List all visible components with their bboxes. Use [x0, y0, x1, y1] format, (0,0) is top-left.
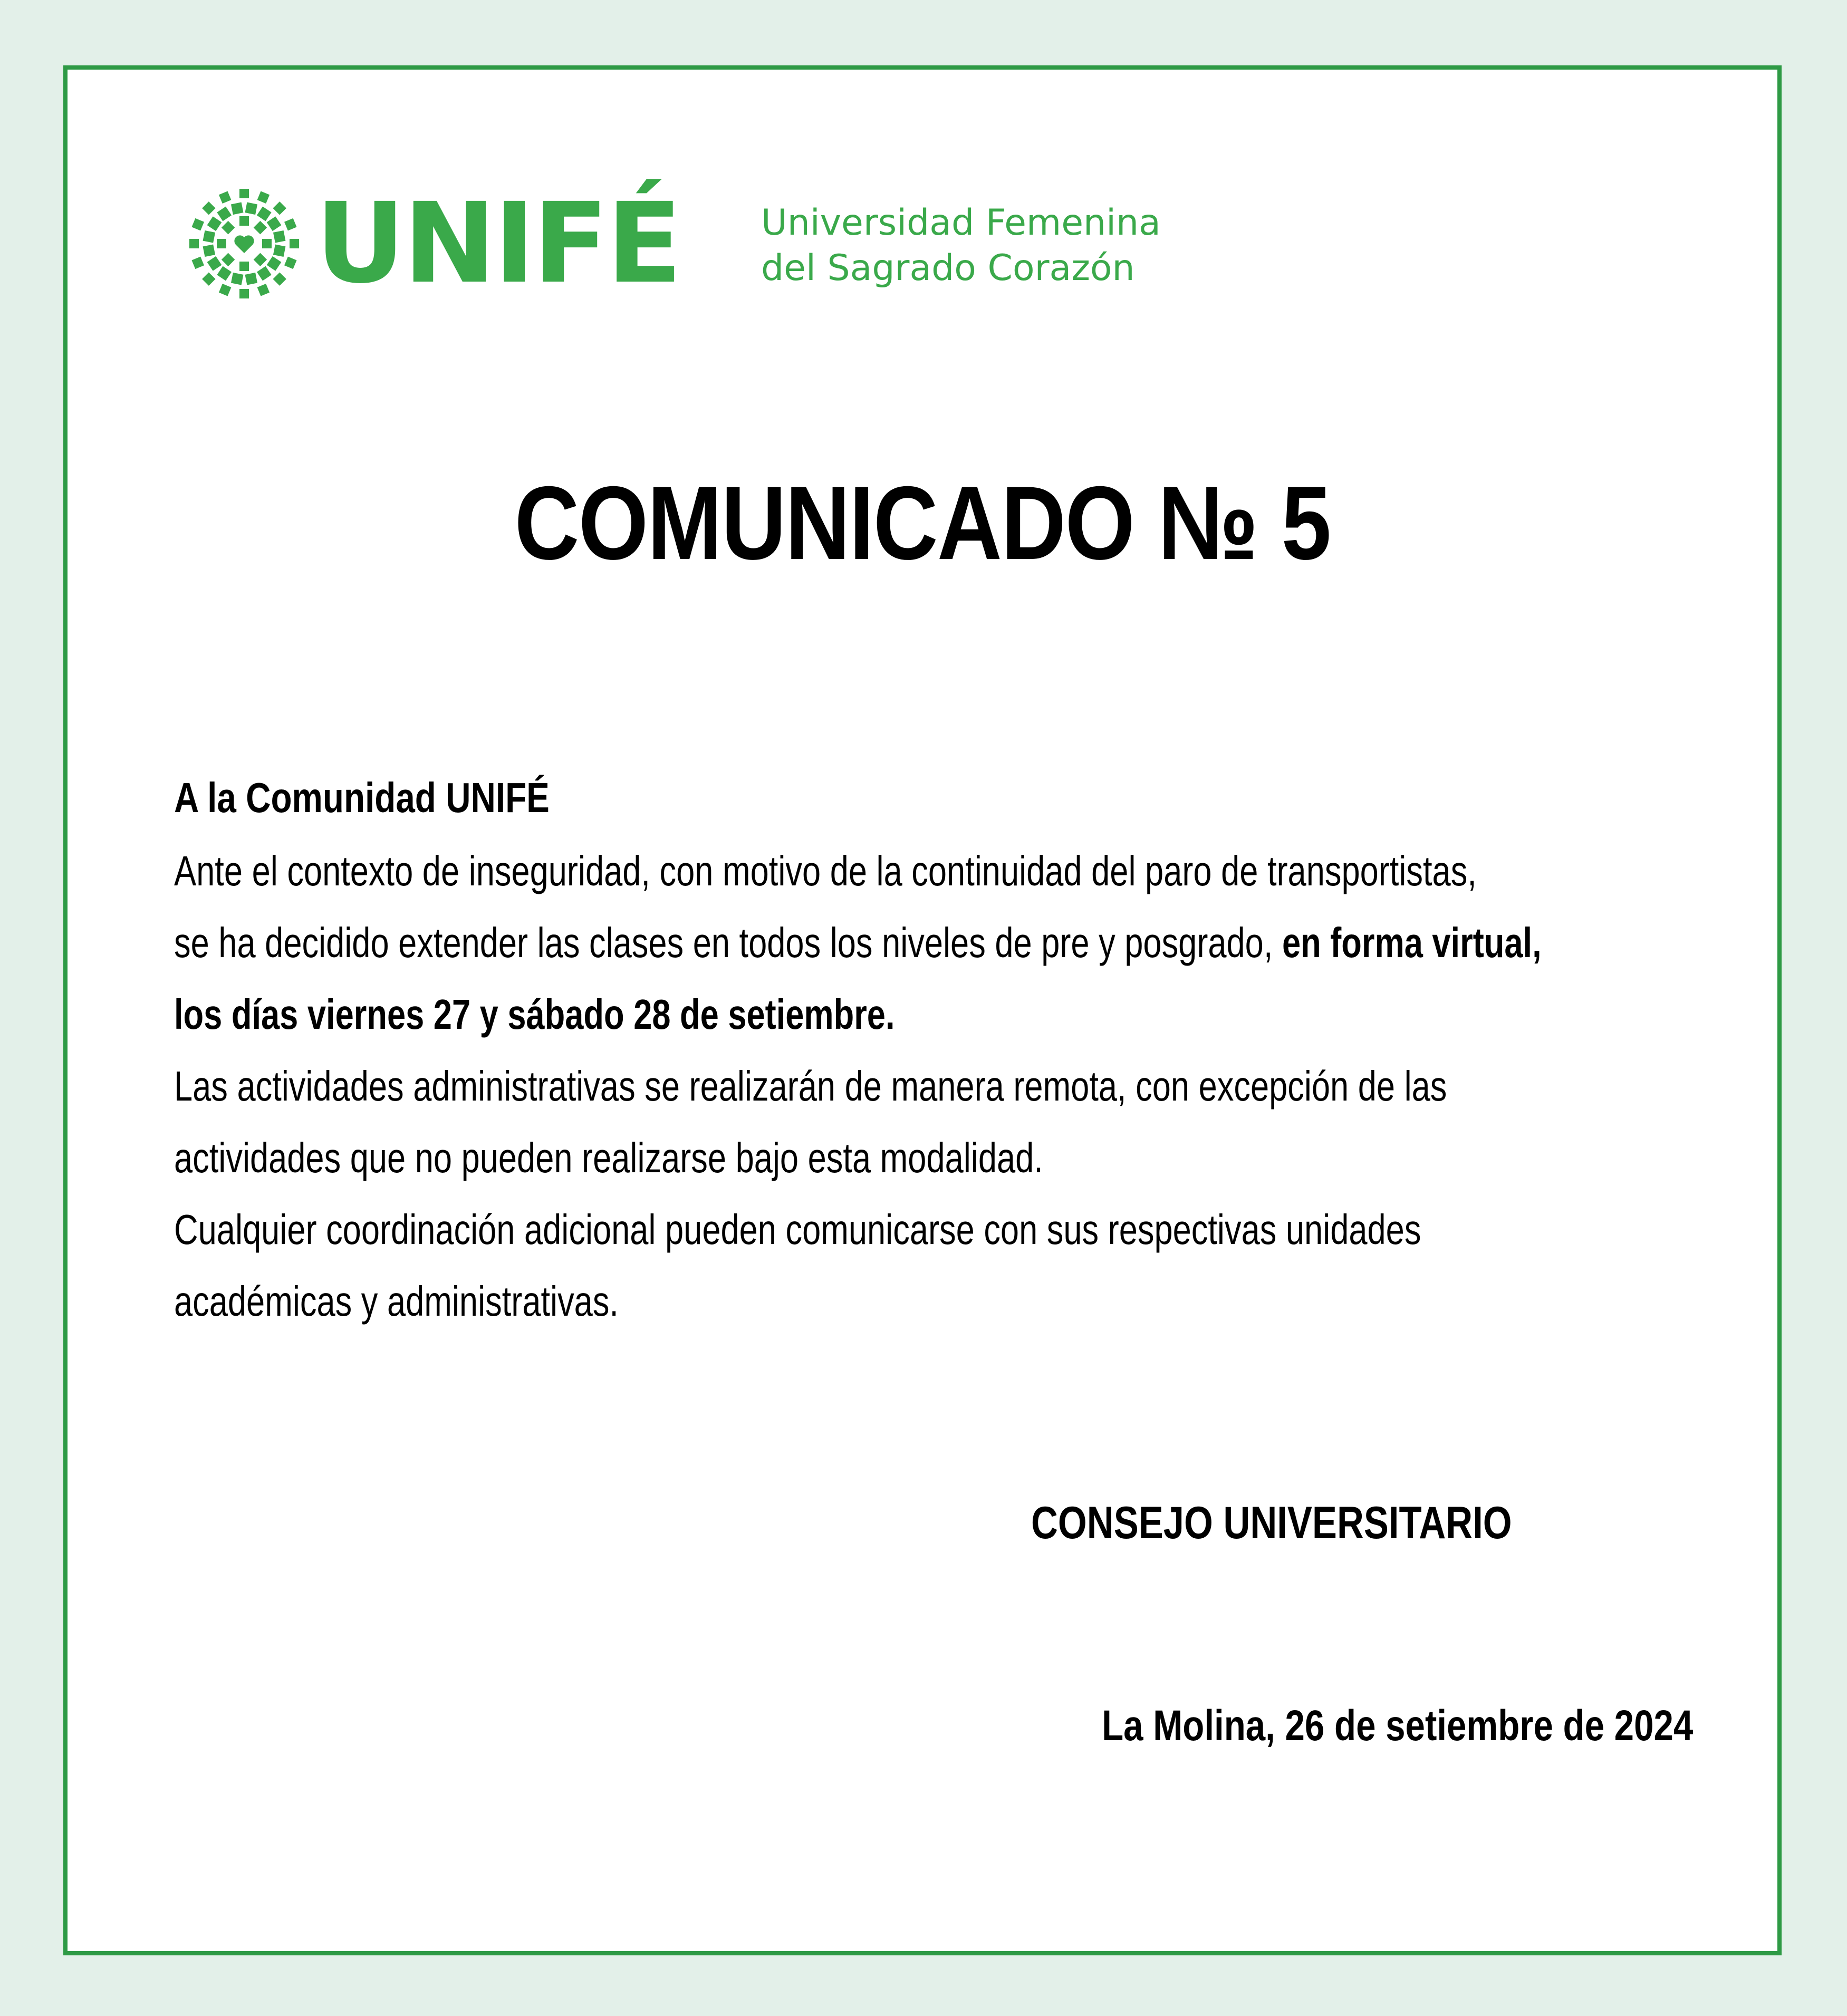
announcement-body — [174, 835, 1762, 1337]
body-text-normal: se ha decidido extender las clases en todos los niveles de pre y posgrado, — [174, 919, 1282, 966]
university-logo — [186, 179, 1161, 308]
page-title: COMUNICADO № 5 — [514, 465, 1331, 581]
body-line: actividades que no pueden realizarse bajo esta modalidad. — [174, 1134, 1043, 1181]
body-text-bold: los días viernes 27 y sábado 28 de setiembre. — [174, 991, 895, 1038]
logo-subtitle-line2: del Sagrado Corazón — [761, 247, 1135, 289]
greeting: A la Comunidad UNIFÉ — [174, 774, 550, 821]
logo-subtitle — [761, 200, 1161, 291]
body-text-bold: en forma virtual, — [1282, 919, 1542, 966]
announcement-card — [63, 65, 1782, 1955]
body-line: Ante el contexto de inseguridad, con motivo de la continuidad del paro de transportistas, — [174, 847, 1477, 894]
body-line: Cualquier coordinación adicional pueden comunicarse con sus respectivas unidades — [174, 1206, 1421, 1253]
date-line: La Molina, 26 de setiembre de 2024 — [1101, 1702, 1693, 1750]
body-line — [174, 907, 1542, 979]
body-line — [174, 979, 1428, 1050]
logo-wordmark: UNIFÉ — [315, 179, 680, 308]
logo-subtitle-line1: Universidad Femenina — [761, 202, 1161, 244]
signature: CONSEJO UNIVERSITARIO — [1031, 1498, 1512, 1548]
body-line: académicas y administrativas. — [174, 1278, 619, 1325]
body-line: Las actividades administrativas se realizarán de manera remota, con excepción de las — [174, 1063, 1447, 1110]
logo-emblem-icon — [186, 186, 302, 302]
